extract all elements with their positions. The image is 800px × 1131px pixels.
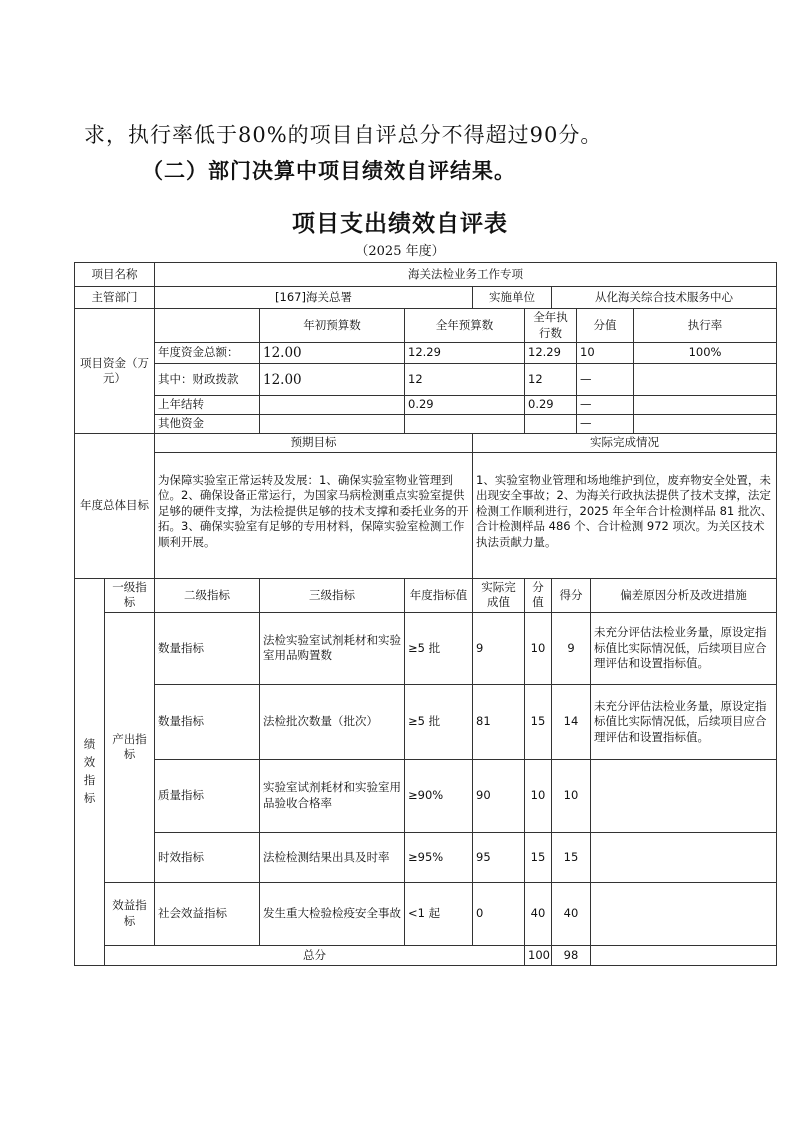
score-cell: 14 <box>552 684 591 759</box>
expected-goal-text: 为保障实验室正常运转及发展：1、确保实验室物业管理到位。2、确保设备正常运行，为国家马病检测重点实验室提供足够的硬件支撑，为法检提供足够的技术支撑和委托业务的开拓。3、确保实验室有足够的专用材料，保障实验室检测工作顺利开展。 <box>155 452 473 578</box>
funds-executed <box>525 415 577 434</box>
funds-rate: 100% <box>634 343 777 364</box>
level2-header: 二级指标 <box>155 578 260 612</box>
funds-initial <box>260 396 405 415</box>
score-cell: 9 <box>552 612 591 684</box>
funds-weight: 10 <box>577 343 634 364</box>
funds-row-label: 其他资金 <box>155 415 260 434</box>
project-name-value: 海关法检业务工作专项 <box>155 263 777 287</box>
impl-unit-value: 从化海关综合技术服务中心 <box>552 287 777 309</box>
intro-paragraph: 求，执行率低于80%的项目自评总分不得超过90分。 <box>84 123 603 147</box>
funds-rate <box>634 364 777 396</box>
table-row <box>75 396 777 415</box>
weight-cell: 15 <box>525 832 552 882</box>
table-row <box>75 882 777 945</box>
dept-label: 主管部门 <box>75 287 155 309</box>
level3-cell: 发生重大检验检疫安全事故 <box>260 882 405 945</box>
table-row <box>75 832 777 882</box>
actual-cell: 81 <box>473 684 525 759</box>
target-cell: ≥5 批 <box>405 612 473 684</box>
analysis-cell <box>591 882 777 945</box>
analysis-cell: 未充分评估法检业务量，原设定指标值比实际情况低，后续项目应合理评估和设置指标值。 <box>591 612 777 684</box>
funds-weight: — <box>577 396 634 415</box>
weight-cell: 40 <box>525 882 552 945</box>
funds-header: 执行率 <box>634 309 777 343</box>
table-row <box>75 759 777 832</box>
funds-rate <box>634 396 777 415</box>
weight-header: 分值 <box>525 578 552 612</box>
score-cell: 10 <box>552 759 591 832</box>
level2-cell: 数量指标 <box>155 612 260 684</box>
table-title: 项目支出绩效自评表 <box>292 210 508 237</box>
funds-header: 年初预算数 <box>260 309 405 343</box>
level2-cell: 质量指标 <box>155 759 260 832</box>
funds-annual: 12.29 <box>405 343 525 364</box>
table-row <box>75 343 777 364</box>
target-cell: ≥90% <box>405 759 473 832</box>
level3-header: 三级指标 <box>260 578 405 612</box>
funds-executed: 12 <box>525 364 577 396</box>
expected-goal-header: 预期目标 <box>155 434 473 453</box>
funds-executed: 0.29 <box>525 396 577 415</box>
score-cell: 40 <box>552 882 591 945</box>
table-row <box>75 309 777 343</box>
level2-cell: 时效指标 <box>155 832 260 882</box>
analysis-header: 偏差原因分析及改进措施 <box>591 578 777 612</box>
funds-header: 分值 <box>577 309 634 343</box>
total-weight: 100 <box>525 945 552 965</box>
table-row <box>75 578 777 612</box>
funds-rate <box>634 415 777 434</box>
funds-row-label: 其中：财政拨款 <box>155 364 260 396</box>
target-cell: ≥95% <box>405 832 473 882</box>
table-year: （2025 年度） <box>355 244 445 259</box>
total-label: 总分 <box>105 945 525 965</box>
analysis-cell: 未充分评估法检业务量，原设定指标值比实际情况低，后续项目应合理评估和设置指标值。 <box>591 684 777 759</box>
section-heading: （二）部门决算中项目绩效自评结果。 <box>142 158 516 183</box>
weight-cell: 15 <box>525 684 552 759</box>
table-row <box>75 263 777 287</box>
funds-annual: 0.29 <box>405 396 525 415</box>
benefit-indicator-label: 效益指标 <box>105 882 155 945</box>
table-row <box>75 434 777 453</box>
target-header: 年度指标值 <box>405 578 473 612</box>
funds-row-label: 上年结转 <box>155 396 260 415</box>
level3-cell: 法检批次数量（批次） <box>260 684 405 759</box>
actual-cell: 0 <box>473 882 525 945</box>
table-row <box>75 415 777 434</box>
score-header: 得分 <box>552 578 591 612</box>
level3-cell: 实验室试剂耗材和实验室用品验收合格率 <box>260 759 405 832</box>
funds-initial <box>260 415 405 434</box>
funds-initial: 12.00 <box>260 343 405 364</box>
analysis-cell <box>591 832 777 882</box>
funds-header-blank <box>155 309 260 343</box>
impl-unit-label: 实施单位 <box>473 287 552 309</box>
level2-cell: 数量指标 <box>155 684 260 759</box>
dept-value: [167]海关总署 <box>155 287 473 309</box>
funds-annual <box>405 415 525 434</box>
total-score: 98 <box>552 945 591 965</box>
goals-label: 年度总体目标 <box>75 434 155 579</box>
weight-cell: 10 <box>525 612 552 684</box>
actual-cell: 9 <box>473 612 525 684</box>
funds-weight: — <box>577 364 634 396</box>
funds-initial: 12.00 <box>260 364 405 396</box>
funds-label: 项目资金（万元） <box>75 309 155 434</box>
target-cell: ≥5 批 <box>405 684 473 759</box>
indicators-label: 绩效指标 <box>75 578 105 965</box>
funds-annual: 12 <box>405 364 525 396</box>
funds-weight: — <box>577 415 634 434</box>
funds-header: 全年执行数 <box>525 309 577 343</box>
actual-result-header: 实际完成情况 <box>473 434 777 453</box>
table-row <box>75 945 777 965</box>
analysis-cell <box>591 759 777 832</box>
actual-result-text: 1、实验室物业管理和场地维护到位，废弃物安全处置，未出现安全事故；2、为海关行政执法提供了技术支撑，法定检测工作顺利进行，2025 年全年合计检测样品 81 批次、合计检测样品 486 个、合计检测 972 项次。为关区技术执法贡献力量。 <box>473 452 777 578</box>
actual-cell: 90 <box>473 759 525 832</box>
table-row <box>75 684 777 759</box>
performance-table <box>74 262 777 966</box>
target-cell: <1 起 <box>405 882 473 945</box>
actual-cell: 95 <box>473 832 525 882</box>
level2-cell: 社会效益指标 <box>155 882 260 945</box>
project-name-label: 项目名称 <box>75 263 155 287</box>
output-indicator-label: 产出指标 <box>105 612 155 882</box>
level3-cell: 法检检测结果出具及时率 <box>260 832 405 882</box>
table-row <box>75 452 777 578</box>
table-row <box>75 364 777 396</box>
actual-header: 实际完成值 <box>473 578 525 612</box>
funds-header: 全年预算数 <box>405 309 525 343</box>
level1-header: 一级指标 <box>105 578 155 612</box>
funds-row-label: 年度资金总额： <box>155 343 260 364</box>
funds-executed: 12.29 <box>525 343 577 364</box>
table-row <box>75 612 777 684</box>
total-blank <box>591 945 777 965</box>
score-cell: 15 <box>552 832 591 882</box>
table-row <box>75 287 777 309</box>
level3-cell: 法检实验室试剂耗材和实验室用品购置数 <box>260 612 405 684</box>
weight-cell: 10 <box>525 759 552 832</box>
